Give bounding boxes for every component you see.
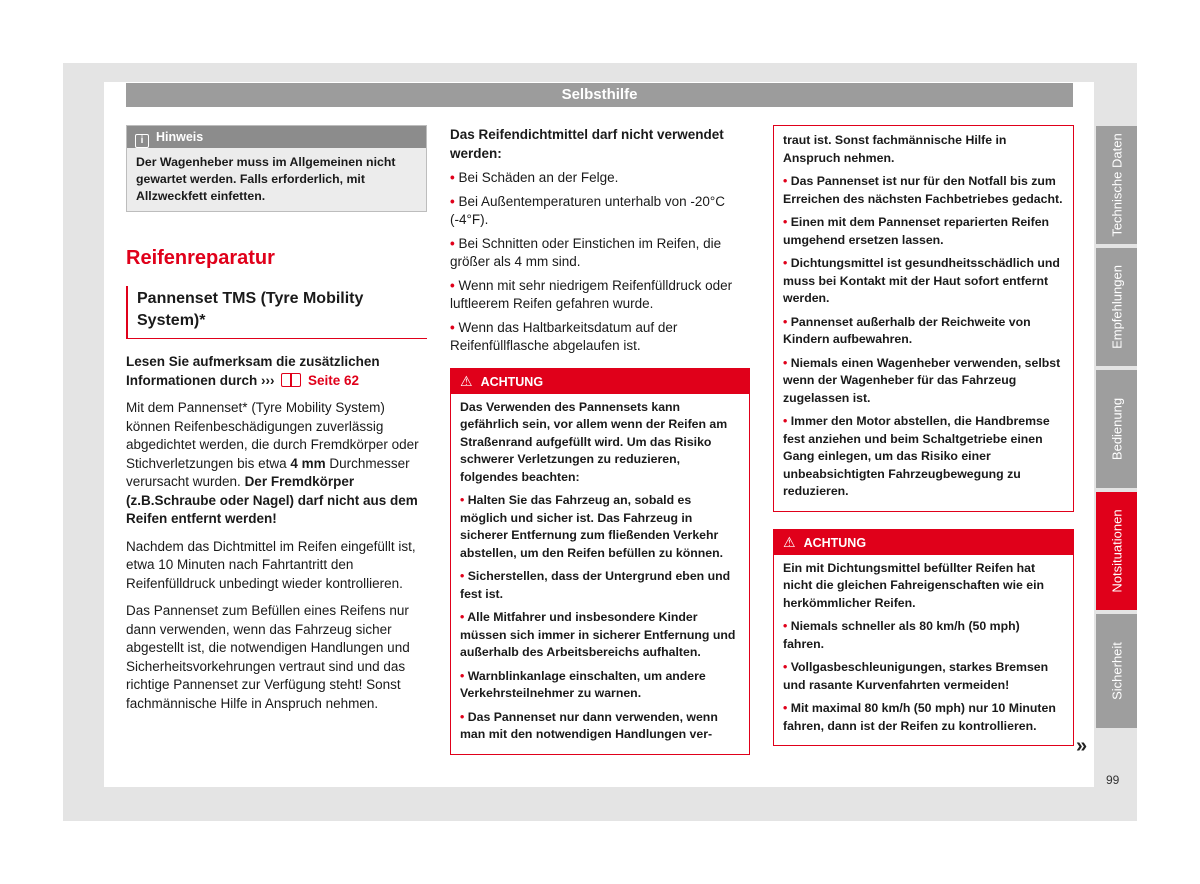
warning-continuation-text: traut ist. Sonst fachmännische Hilfe in Anspruch nehmen. — [783, 133, 1007, 165]
note-text: Der Wagenheber muss im Allgemeinen nicht gewartet werden. Falls erforderlich, mit Allzweckfett einfetten. — [136, 155, 396, 203]
list-item: • Immer den Motor abstellen, die Handbremse fest anziehen und beim Schaltgetriebe einen Gang einlegen, um das Risiko einer unbeabsichtigten Fahrzeugbewegung zu reduzieren. — [783, 414, 1050, 498]
list-item: • Mit maximal 80 km/h (50 mph) nur 10 Minuten fahren, dann ist der Reifen zu kontrollieren. — [783, 701, 1056, 733]
section-header: Selbsthilfe — [126, 83, 1073, 107]
section-heading: Reifenreparatur — [126, 247, 275, 269]
list-item: • Dichtungsmittel ist gesundheitsschädlich und muss bei Kontakt mit der Haut sofort entfernt werden. — [783, 256, 1060, 305]
warning-intro: Das Verwenden des Pannensets kann gefährlich sein, vor allem wenn der Reifen am Straßenrand aufgefüllt wird. Um das Risiko schwerer Verletzungen zu reduzieren, folgendes beachten: — [460, 399, 728, 484]
page-number: 99 — [1106, 773, 1120, 787]
list-item: • Sicherstellen, dass der Untergrund eben und fest ist. — [460, 569, 731, 601]
warning-continuation-box — [773, 125, 1074, 512]
paragraph-3: Das Pannenset zum Befüllen eines Reifens nur dann verwenden, wenn das Fahrzeug sicher abgestellt ist, die notwendigen Handlungen und Sicherheitsvorkehrungen vertraut sind und das richtige Pannenset zur Verfügung steht! Sonst fachmännische Hilfe in Anspruch nehmen. — [126, 603, 410, 711]
intro-text: Lesen Sie aufmerksam die zusätzlichen Informationen durch ››› Seite 62 — [126, 354, 380, 388]
note-title: Hinweis — [156, 130, 204, 144]
column-1 — [126, 125, 427, 722]
paragraph-1: Mit dem Pannenset* (Tyre Mobility System) können Reifenbeschädigungen zuverlässig abgedichtet werden, die durch Fremdkörper oder Stichverletzungen bis etwa 4 mm Durchmesser verursacht wurden. Der Fremdkörper (z.B.Schraube oder Nagel) darf nicht aus dem Reifen entfernt werden! — [126, 400, 419, 526]
tab-empfehlungen[interactable]: Empfehlungen — [1096, 248, 1137, 366]
warning-body — [774, 555, 1073, 746]
list-item: • Niemals schneller als 80 km/h (50 mph) fahren. — [783, 619, 1020, 651]
list-item: • Bei Schnitten oder Einstichen im Reifen, die größer als 4 mm sind. — [450, 235, 722, 269]
warning-header: ⚠ ACHTUNG — [774, 530, 1073, 555]
restriction-list — [450, 169, 750, 356]
paragraph-2: Nachdem das Dichtmittel im Reifen eingefüllt ist, etwa 10 Minuten nach Fahrtantritt den Reifenfülldruck unbedingt wieder kontrollieren. — [126, 538, 416, 591]
list-item: • Das Pannenset ist nur für den Notfall bis zum Erreichen des nächsten Fachbetriebes gedacht. — [783, 174, 1063, 206]
list-item: • Wenn mit sehr niedrigem Reifenfülldruck oder luftleerem Reifen gefahren wurde. — [450, 277, 733, 311]
list-item: • Halten Sie das Fahrzeug an, sobald es möglich und sicher ist. Das Fahrzeug in sicherer Entfernung zum fließenden Verkehr abstellen, um den Reifen befüllen zu können. — [460, 493, 724, 560]
note-header — [127, 126, 426, 148]
info-icon: i — [135, 134, 149, 148]
warning-body — [451, 394, 749, 754]
warning-box-2 — [773, 529, 1074, 747]
page-reference-link[interactable]: Seite 62 — [308, 372, 360, 388]
list-item: • Wenn das Haltbarkeitsdatum auf der Reifenfüllflasche abgelaufen ist. — [450, 319, 678, 353]
subsection-heading: Pannenset TMS (Tyre Mobility System)* — [126, 286, 427, 339]
warning-header: ⚠ ACHTUNG — [451, 369, 749, 394]
warning-triangle-icon: ⚠ — [460, 372, 473, 389]
warning-box — [450, 368, 750, 755]
continue-arrow-icon: » — [1076, 735, 1088, 757]
list-item: • Einen mit dem Pannenset reparierten Reifen umgehend ersetzen lassen. — [783, 215, 1050, 247]
note-box — [126, 125, 427, 212]
list-item: • Pannenset außerhalb der Reichweite von Kindern aufbewahren. — [783, 314, 1031, 346]
list-item: • Bei Schäden an der Felge. — [450, 170, 619, 185]
usage-restriction-heading: Das Reifendichtmittel darf nicht verwendet werden: — [450, 127, 724, 161]
list-item: • Vollgasbeschleunigungen, starkes Bremsen und rasante Kurvenfahrten vermeiden! — [783, 660, 1049, 692]
list-item: • Warnblinkanlage einschalten, um andere Verkehrsteilnehmer zu warnen. — [460, 668, 706, 700]
tab-bedienung[interactable]: Bedienung — [1096, 370, 1137, 488]
list-item: • Bei Außentemperaturen unterhalb von -20°C (-4°F). — [450, 193, 726, 227]
list-item: • Niemals einen Wagenheber verwenden, selbst wenn der Wagenheber für das Fahrzeug zugelassen ist. — [783, 355, 1061, 405]
column-2 — [450, 126, 750, 755]
tab-technische-daten[interactable]: Technische Daten — [1096, 126, 1137, 244]
book-reference-icon — [281, 373, 301, 387]
warning-intro: Ein mit Dichtungsmittel befüllter Reifen hat nicht die gleichen Fahreigenschaften wie ein herkömmlicher Reifen. — [783, 560, 1045, 610]
tab-notsituationen[interactable]: Notsituationen — [1096, 492, 1137, 610]
tab-sicherheit[interactable]: Sicherheit — [1096, 614, 1137, 728]
warning-triangle-icon: ⚠ — [783, 533, 796, 550]
list-item: • Alle Mitfahrer und insbesondere Kinder müssen sich immer in sicherer Entfernung und außerhalb des Arbeitsbereichs aufhalten. — [460, 610, 736, 659]
column-3 — [773, 125, 1074, 746]
list-item: • Das Pannenset nur dann verwenden, wenn man mit den notwendigen Handlungen ver- — [460, 709, 718, 741]
